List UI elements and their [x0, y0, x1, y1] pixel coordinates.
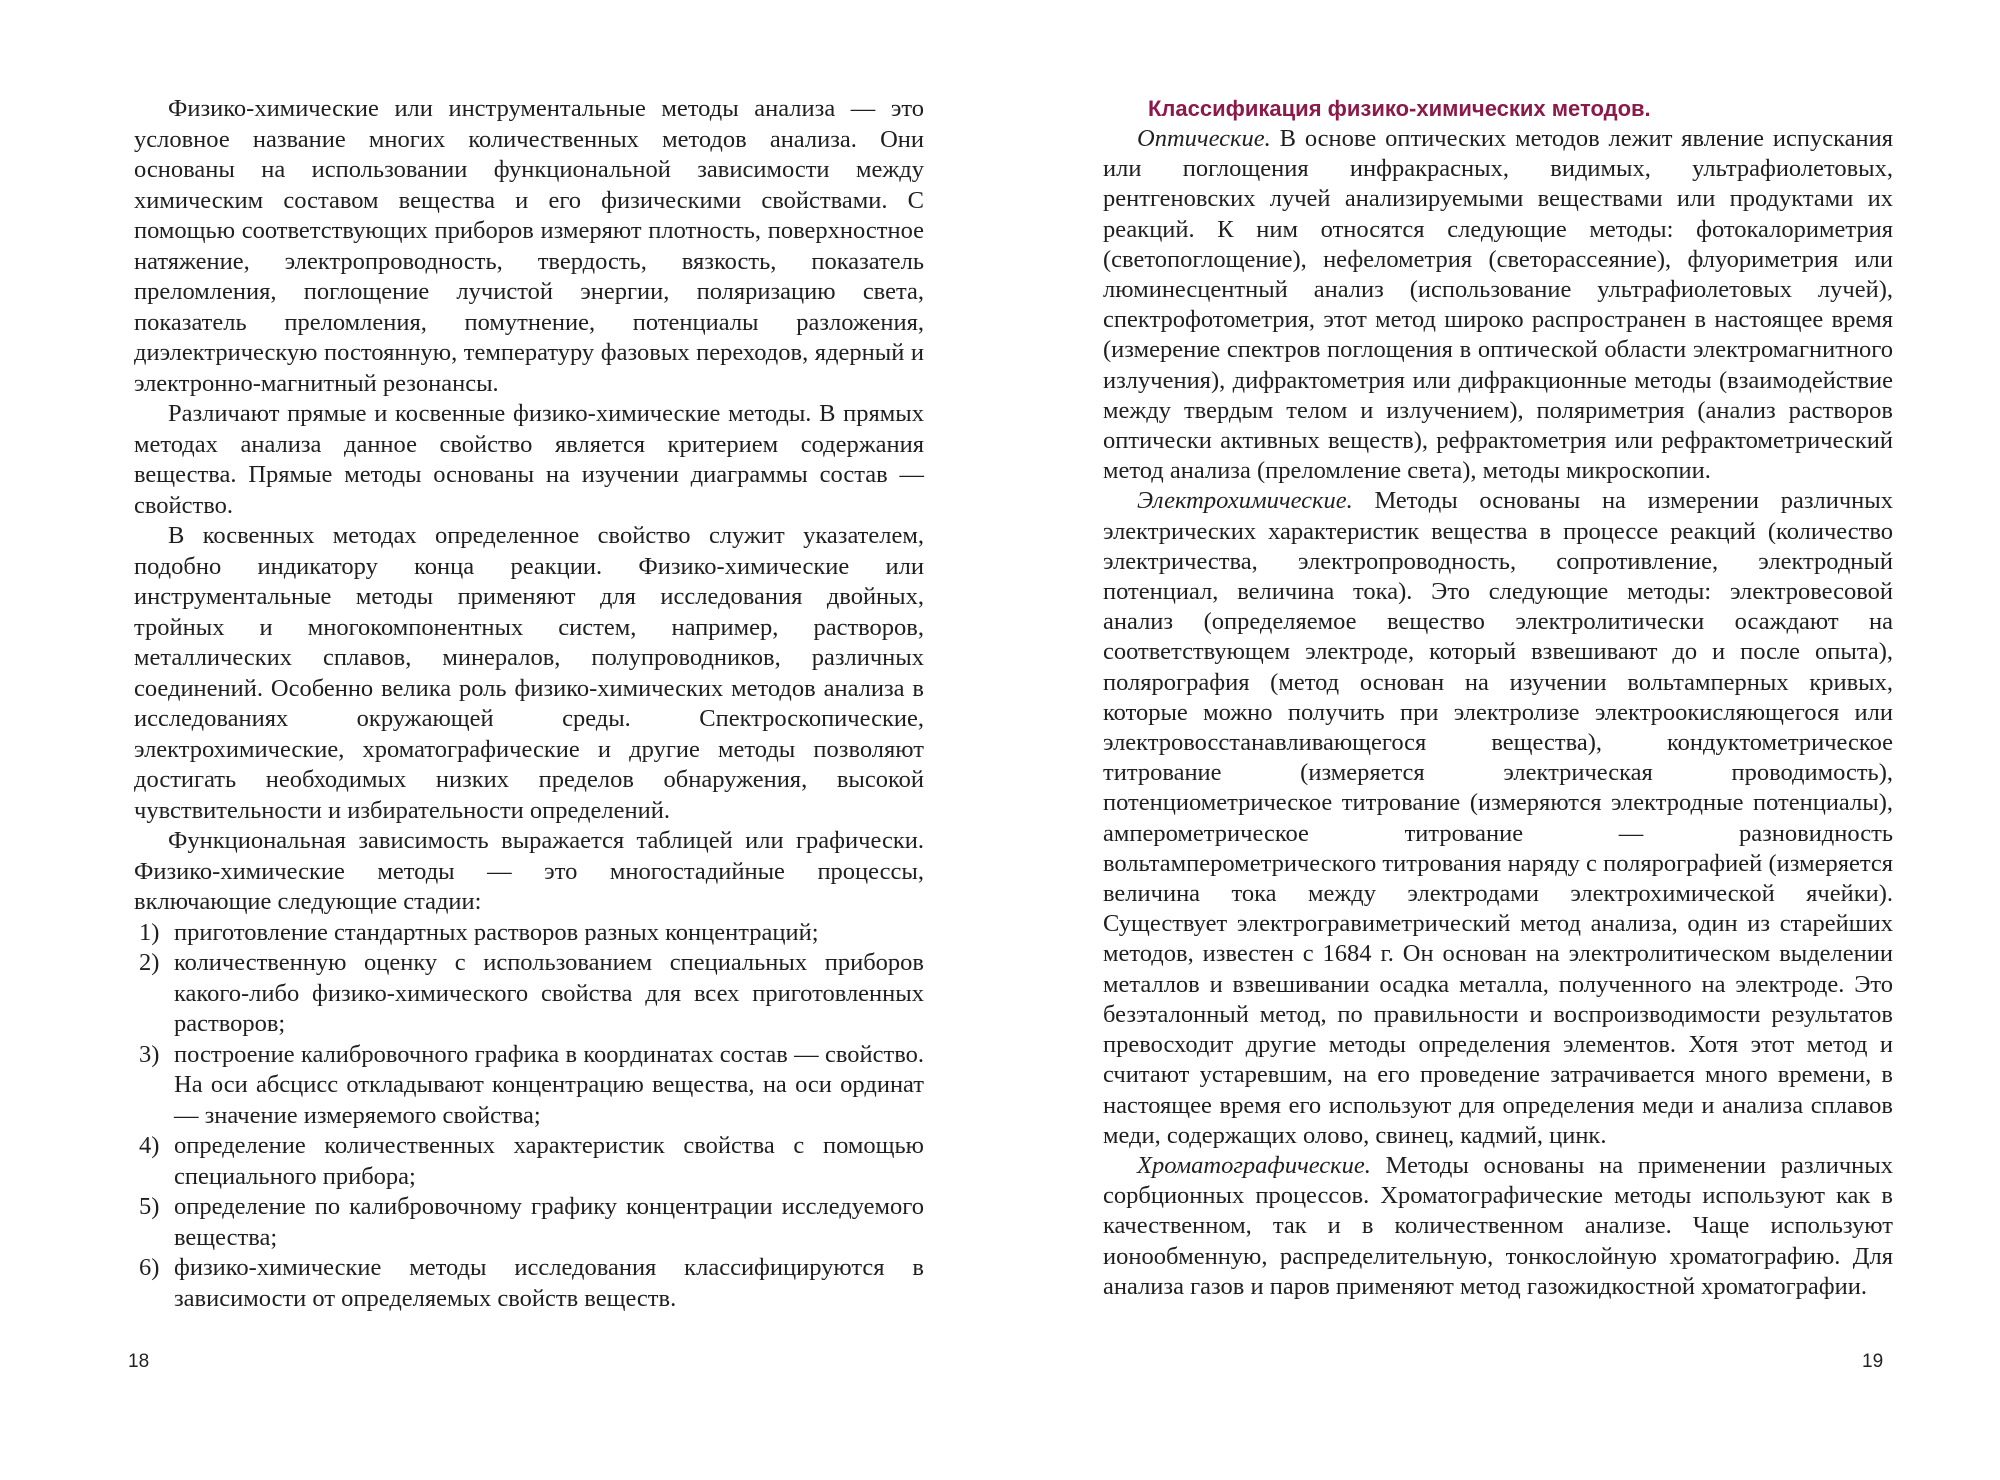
right-page — [1103, 94, 1893, 1302]
list-text: определение количественных характеристик свойства с помощью специального прибора; — [174, 1132, 924, 1190]
paragraph: Физико-химические или инструментальные методы анализа — это условное название многих количественных методов анализа. Они основаны на использовании функциональной зависимости между химическим составом вещества и его физическими свойствами. С помощью соответствующих приборов измеряют плотность, поверхностное натяжение, электропроводность, твердость, вязкость, показатель преломления, поглощение лучистой энергии, поляризацию света, показатель преломления, помутнение, потенциалы разложения, диэлектрическую постоянную, температуру фазовых переходов, ядерный и электронно-магнитный резонансы. — [134, 95, 924, 397]
list-number: 4) — [139, 1132, 160, 1159]
paragraph: Различают прямые и косвенные физико-химические методы. В прямых методах анализа данное свойство является критерием содержания вещества. Прямые методы основаны на изучении диаграммы состав — свойство. — [134, 400, 924, 519]
list-number: 2) — [139, 949, 160, 976]
list-number: 6) — [139, 1254, 160, 1281]
term-chromatographic: Хроматографические. — [1137, 1151, 1371, 1179]
paragraph-optical — [1103, 124, 1893, 486]
paragraph: В косвенных методах определенное свойство служит указателем, подобно индикатору конца реакции. Физико-химические или инструментальные методы применяют для исследования двойных, тройных и многокомпонентных систем, например, растворов, металлических сплавов, минералов, полупроводников, различных соединений. Особенно велика роль физико-химических методов анализа в исследованиях окружающей среды. Спектроскопические, электрохимические, хроматографические и другие методы позволяют достигать необходимых низких пределов обнаружения, высокой чувствительности и избирательности определений. — [134, 522, 924, 824]
list-item — [134, 1192, 924, 1253]
list-text: физико-химические методы исследования классифицируются в зависимости от определяемых свойств веществ. — [174, 1254, 924, 1312]
term-optical: Оптические. — [1137, 125, 1271, 152]
list-item — [134, 948, 924, 1040]
section-heading: Классификация физико-химических методов. — [1148, 96, 1651, 121]
left-page — [134, 94, 924, 1314]
paragraph-electrochemical — [1103, 486, 1893, 1150]
stages-list — [134, 918, 924, 1315]
list-text: приготовление стандартных растворов разных концентраций; — [174, 918, 819, 946]
paragraph-chromatographic — [1103, 1151, 1893, 1302]
list-item — [134, 1040, 924, 1132]
list-number: 3) — [139, 1040, 160, 1068]
list-text: определение по калибровочному графику концентрации исследуемого вещества; — [174, 1193, 924, 1251]
text-electrochemical: Методы основаны на измерении различных электрических характеристик вещества в процессе реакций (количество электричества, электропроводность, сопротивление, электродный потенциал, величина тока). Это следующие методы: электровесовой анализ (определяемое вещество электролитически осаждают на соответствующем электроде, который взвешивают до и после опыта), полярография (метод основан на изучении вольтамперных кривых, которые можно получить при электролизе электроокисляющегося или электровосстанавливающегося вещества), кондуктометрическое титрование (измеряется электрическая проводимость), потенциометрическое титрование (измеряются электродные потенциалы), амперометрическое титрование — разновидность вольтамперометрического титрования наряду с полярографией (измеряется величина тока между электродами электрохимической ячейки). Существует электрогравиметрический метод анализа, один из старейших методов, известен с 1684 г. Он основан на электролитическом выделении металлов и взвешивании осадка металла, полученного на электроде. Это безэталонный метод, по правильности и воспроизводимости результатов превосходит другие методы определения элементов. Хотя этот метод и считают устаревшим, на его проведение затрачивается много времени, в настоящее время его используют для определения меди и анализа сплавов меди, содержащих олово, свинец, кадмий, цинк. — [1103, 487, 1893, 1149]
list-text: количественную оценку с использованием специальных приборов какого-либо физико-химического свойства для всех приготовленных растворов; — [174, 949, 924, 1037]
page-number-right: 19 — [1862, 1351, 1884, 1372]
list-item — [134, 1253, 924, 1314]
paragraph: Функциональная зависимость выражается таблицей или графически. Физико-химические методы — это многостадийные процессы, включающие следующие стадии: — [134, 827, 924, 915]
list-number: 5) — [139, 1193, 160, 1220]
list-item — [134, 918, 924, 949]
text-chromatographic: Методы основаны на применении различных сорбционных процессов. Хроматографические методы используют как в качественном, так и в количественном анализе. Чаще используют ионообменную, распределительную, тонкослойную хроматографию. Для анализа газов и паров применяют метод газожидкостной хроматографии. — [1103, 1151, 1893, 1300]
list-item — [134, 1131, 924, 1192]
list-number: 1) — [139, 918, 160, 946]
page-number-left: 18 — [128, 1351, 150, 1372]
term-electrochemical: Электрохимические. — [1137, 487, 1353, 515]
text-optical: В основе оптических методов лежит явление испускания или поглощения инфракрасных, видимых, ультрафиолетовых, рентгеновских лучей анализируемыми веществами или продуктами их реакций. К ним относятся следующие методы: фотокалориметрия (светопоглощение), нефелометрия (светорассеяние), флуориметрия или люминесцентный анализ (использование ультрафиолетовых лучей), спектрофотометрия, этот метод широко распространен в настоящее время (измерение спектров поглощения в оптической области электромагнитного излучения), дифрактометрия или дифракционные методы (взаимодействие между твердым телом и излучением), поляриметрия (анализ растворов оптически активных веществ), рефрактометрия или рефрактометрический метод анализа (преломление света), методы микроскопии. — [1103, 125, 1893, 485]
list-text: построение калибровочного графика в координатах состав — свойство. На оси абсцисс откладывают концентрацию вещества, на оси ординат — значение измеряемого свойства; — [174, 1040, 924, 1129]
